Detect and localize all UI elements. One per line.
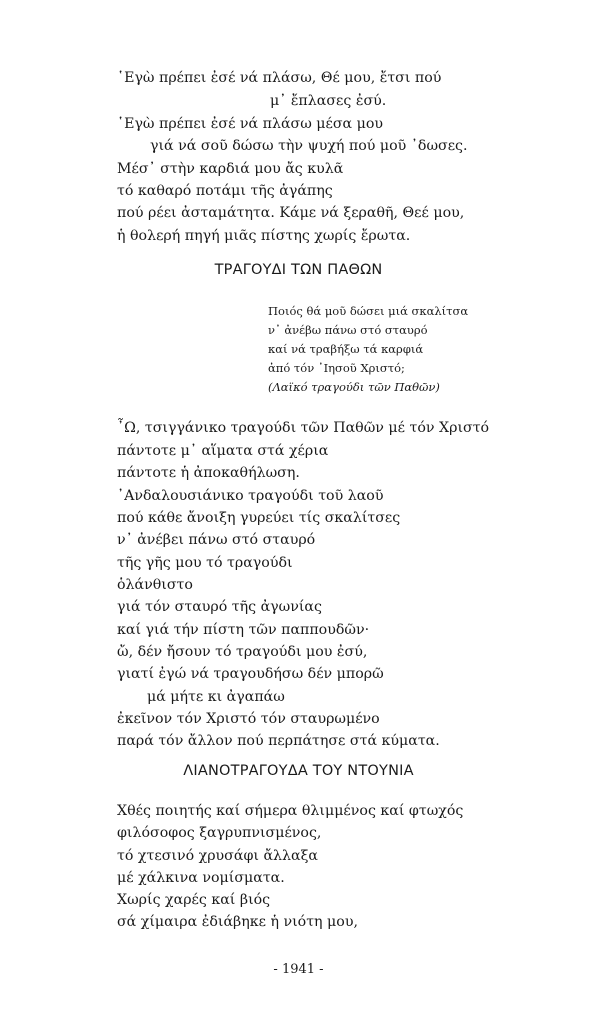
poem-line: Χθές ποιητής καί σήμερα θλιμμένος καί φτωχός [117, 803, 464, 819]
section-title: ΤΡΑΓΟΥΔΙ ΤΩΝ ΠΑΘΩΝ [214, 262, 383, 278]
poem-line: γιατί ἐγώ νά τραγουδήσω δέν μπορῶ [117, 666, 384, 682]
poem-line: πού ρέει ἀσταμάτητα. Κάμε νά ξεραθῆ, Θεέ μου, [117, 205, 465, 221]
poem-line: Χωρίς χαρές καί βιός [117, 892, 271, 908]
poem-line: ῏Ω, τσιγγάνικο τραγούδι τῶν Παθῶν μέ τόν Χριστό [117, 420, 490, 436]
poem-line: ῾Εγὼ πρέπει ἐσέ νά πλάσω, Θέ μου, ἔτσι πού [117, 70, 442, 86]
epigraph-line: καί νά τραβήξω τά καρφιά [268, 342, 424, 356]
poem-line: μά μήτε κι ἀγαπάω [147, 689, 285, 705]
poem-line: πάντοτε ἡ ἀποκαθήλωση. [117, 465, 300, 481]
epigraph-source: (Λαϊκό τραγούδι τῶν Παθῶν) [268, 380, 440, 394]
poem-line: ἐκεῖνον τόν Χριστό τόν σταυρωμένο [117, 711, 380, 727]
poem-line: γιά νά σοῦ δώσω τὴν ψυχή πού μοῦ ᾿δωσες. [150, 138, 468, 154]
poem-line: ἡ θολερή πηγή μιᾶς πίστης χωρίς ἔρωτα. [117, 228, 411, 244]
poem-line: τῆς γῆς μου τό τραγούδι [117, 555, 293, 571]
poem-line: ᾿Ανδαλουσιάνικο τραγούδι τοῦ λαοῦ [117, 488, 384, 504]
poem-line: ῾Εγὼ πρέπει ἐσέ νά πλάσω μέσα μου [117, 116, 384, 132]
poem-line: γιά τόν σταυρό τῆς ἀγωνίας [117, 599, 322, 615]
poem-line: πάντοτε μ᾿ αἵματα στά χέρια [117, 443, 329, 459]
poem-line: Μέσ᾿ στὴν καρδιά μου ἄς κυλᾶ [117, 161, 344, 177]
poem-line: σά χίμαιρα ἐδιάβηκε ἡ νιότη μου, [117, 914, 358, 930]
poem-line: τό χτεσινό χρυσάφι ἄλλαξα [117, 848, 318, 864]
page-number: - 1941 - [273, 962, 324, 977]
poem-line: ν᾿ ἀνέβει πάνω στό σταυρό [117, 532, 316, 548]
poem-line: μ᾿ ἔπλασες ἐσύ. [270, 93, 387, 109]
poem-line: τό καθαρό ποτάμι τῆς ἀγάπης [117, 183, 333, 199]
poem-line: παρά τόν ἄλλον πού περπάτησε στά κύματα. [117, 733, 440, 749]
epigraph-line: ν᾿ ἀνέβω πάνω στό σταυρό [268, 323, 428, 337]
poem-line: φιλόσοφος ξαγρυπνισμένος, [117, 825, 322, 841]
poem-line: πού κάθε ἄνοιξη γυρεύει τίς σκαλίτσες [117, 510, 401, 526]
poem-line: ὤ, δέν ἤσουν τό τραγούδι μου ἐσύ, [117, 644, 368, 660]
poem-line: καί γιά τήν πίστη τῶν παππουδῶν· [117, 622, 370, 638]
poem-line: μέ χάλκινα νομίσματα. [117, 870, 285, 886]
epigraph-line: ἀπό τόν ᾿Ιησοῦ Χριστό; [268, 361, 405, 375]
epigraph-line: Ποιός θά μοῦ δώσει μιά σκαλίτσα [268, 304, 469, 318]
poem-line: ὁλάνθιστο [117, 577, 193, 593]
section-title: ΛΙΑΝΟΤΡΑΓΟΥΔΑ ΤΟΥ ΝΤΟΥΝΙΑ [183, 763, 414, 779]
